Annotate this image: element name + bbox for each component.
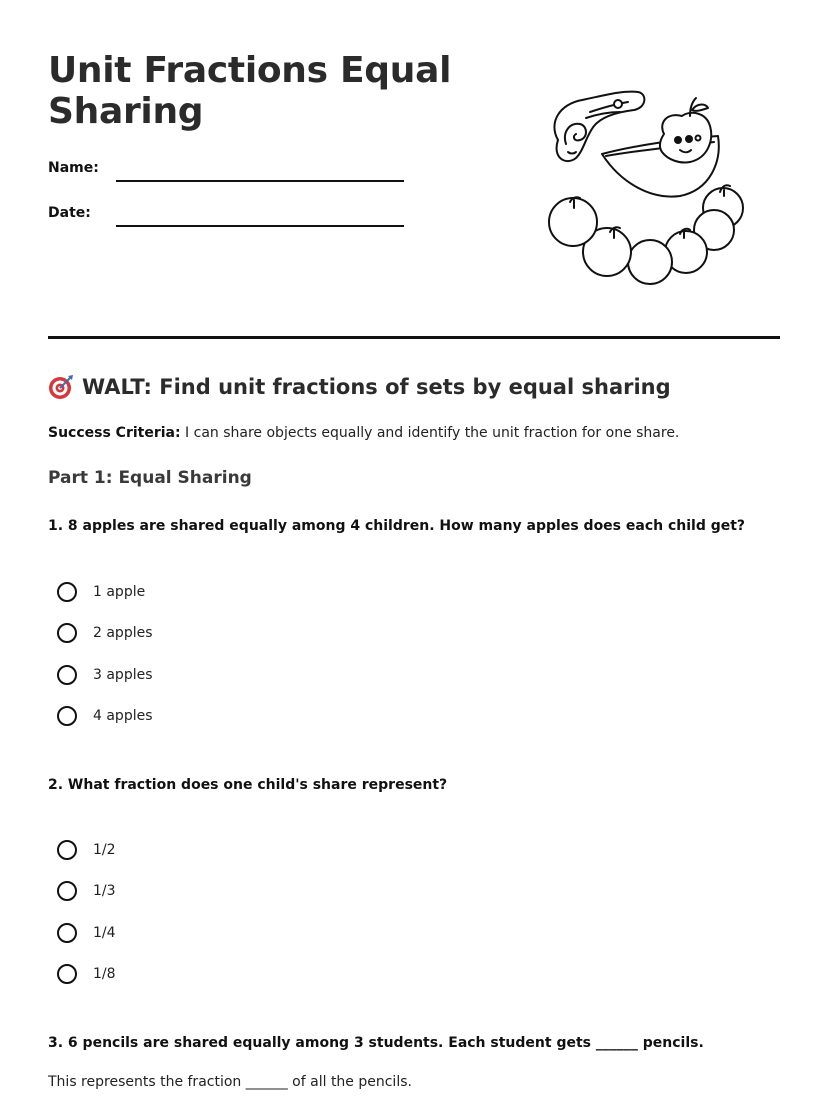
option-label: 1/8 xyxy=(93,966,116,982)
option-label: 2 apples xyxy=(93,625,153,641)
part1-heading: Part 1: Equal Sharing xyxy=(48,468,252,488)
walt-heading xyxy=(48,374,671,400)
q2-option-4[interactable] xyxy=(57,961,116,987)
radio-button[interactable] xyxy=(57,881,77,901)
walt-text: WALT: Find unit fractions of sets by equal sharing xyxy=(82,375,671,399)
q2-option-1[interactable] xyxy=(57,837,116,863)
question-1: 1. 8 apples are shared equally among 4 children. How many apples does each child get? xyxy=(48,518,746,534)
option-label: 3 apples xyxy=(93,667,153,683)
date-line[interactable] xyxy=(116,225,404,227)
question-3: 3. 6 pencils are shared equally among 3 students. Each student gets ______ pencils. xyxy=(48,1035,704,1051)
radio-button[interactable] xyxy=(57,923,77,943)
radio-button[interactable] xyxy=(57,840,77,860)
success-criteria-label: Success Criteria: xyxy=(48,425,181,441)
option-label: 1 apple xyxy=(93,584,146,600)
radio-button[interactable] xyxy=(57,706,77,726)
radio-button[interactable] xyxy=(57,582,77,602)
radio-button[interactable] xyxy=(57,623,77,643)
name-label: Name: xyxy=(48,160,99,176)
radio-button[interactable] xyxy=(57,964,77,984)
question-2: 2. What fraction does one child's share represent? xyxy=(48,777,448,793)
q1-option-2[interactable] xyxy=(57,620,153,646)
q1-option-4[interactable] xyxy=(57,703,153,729)
success-criteria xyxy=(48,425,679,441)
option-label: 1/4 xyxy=(93,925,116,941)
date-label: Date: xyxy=(48,205,91,221)
name-line[interactable] xyxy=(116,180,404,182)
section-divider xyxy=(48,336,780,339)
option-label: 1/3 xyxy=(93,883,116,899)
q1-option-1[interactable] xyxy=(57,579,145,605)
q2-option-3[interactable] xyxy=(57,920,116,946)
question-3-followup: This represents the fraction ______ of all the pencils. xyxy=(48,1074,412,1090)
option-label: 4 apples xyxy=(93,708,153,724)
q1-option-3[interactable] xyxy=(57,662,153,688)
q2-option-2[interactable] xyxy=(57,878,116,904)
option-label: 1/2 xyxy=(93,842,116,858)
apples-and-bowl-illustration xyxy=(540,82,755,292)
worksheet-title: Unit Fractions Equal Sharing xyxy=(48,50,452,132)
target-icon xyxy=(48,374,74,400)
radio-button[interactable] xyxy=(57,665,77,685)
success-criteria-text: I can share objects equally and identify the unit fraction for one share. xyxy=(180,425,680,441)
